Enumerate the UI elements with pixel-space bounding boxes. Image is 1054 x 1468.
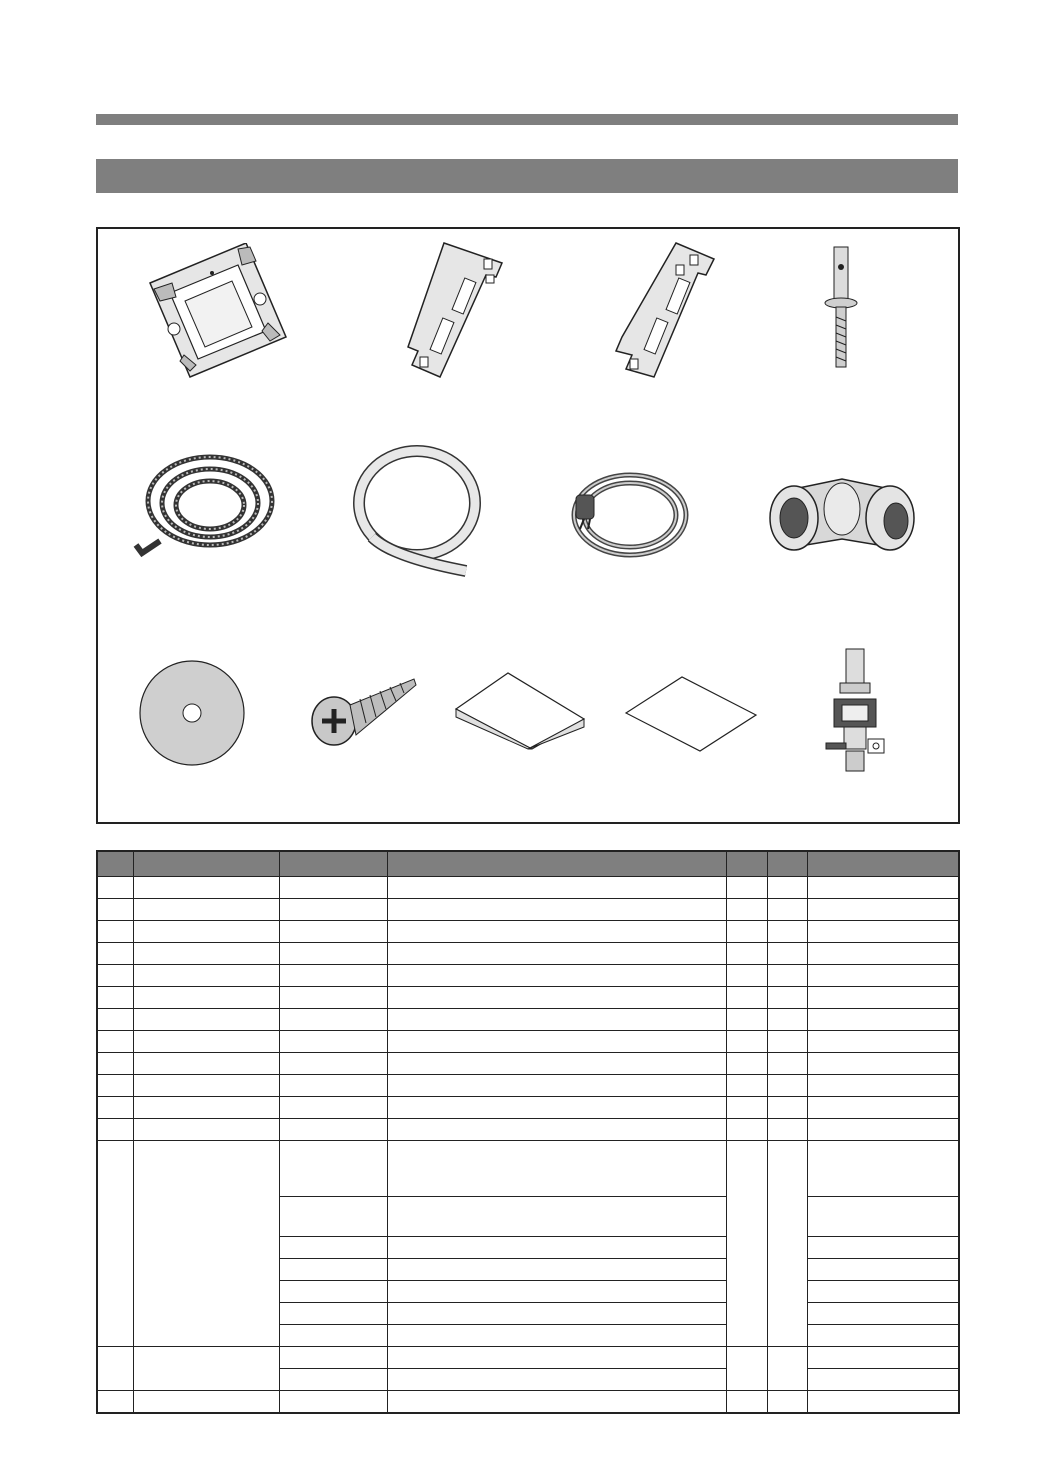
sheet-icon <box>624 675 758 755</box>
header-rule <box>96 114 958 125</box>
section-title-bar <box>96 159 958 193</box>
table-row <box>97 965 959 987</box>
header-cell <box>726 851 767 877</box>
header-cell <box>767 851 807 877</box>
water-tube-icon <box>352 445 482 585</box>
table-row <box>97 1097 959 1119</box>
header-cell <box>97 851 133 877</box>
left-bracket-icon <box>404 239 514 385</box>
water-valve-icon <box>820 647 890 777</box>
drain-hose-icon <box>130 445 280 567</box>
elbow-connector-icon <box>764 469 920 561</box>
table-row <box>97 877 959 899</box>
table-row <box>97 1391 959 1413</box>
header-cell <box>279 851 387 877</box>
table-row <box>97 1053 959 1075</box>
power-cord-icon <box>568 465 692 563</box>
table-header-row <box>97 851 959 877</box>
anchor-bolt-icon <box>816 245 866 371</box>
table-row <box>97 899 959 921</box>
header-cell <box>387 851 726 877</box>
table-row <box>97 943 959 965</box>
table-row <box>97 987 959 1009</box>
table-row <box>97 1141 959 1197</box>
right-bracket-icon <box>606 239 716 385</box>
header-cell <box>807 851 959 877</box>
table-row <box>97 921 959 943</box>
mounting-plate-icon <box>140 243 290 383</box>
parts-list-table <box>96 850 960 1414</box>
table-row <box>97 1009 959 1031</box>
table-row <box>97 1031 959 1053</box>
header-cell <box>133 851 279 877</box>
washer-disc-icon <box>138 659 246 767</box>
screw-icon <box>304 669 422 749</box>
parts-illustration-panel <box>96 227 960 824</box>
table-row <box>97 1075 959 1097</box>
parts-list-table-container <box>96 850 958 1414</box>
table-row <box>97 1347 959 1369</box>
table-row <box>97 1119 959 1141</box>
manual-booklet-icon <box>452 669 588 751</box>
